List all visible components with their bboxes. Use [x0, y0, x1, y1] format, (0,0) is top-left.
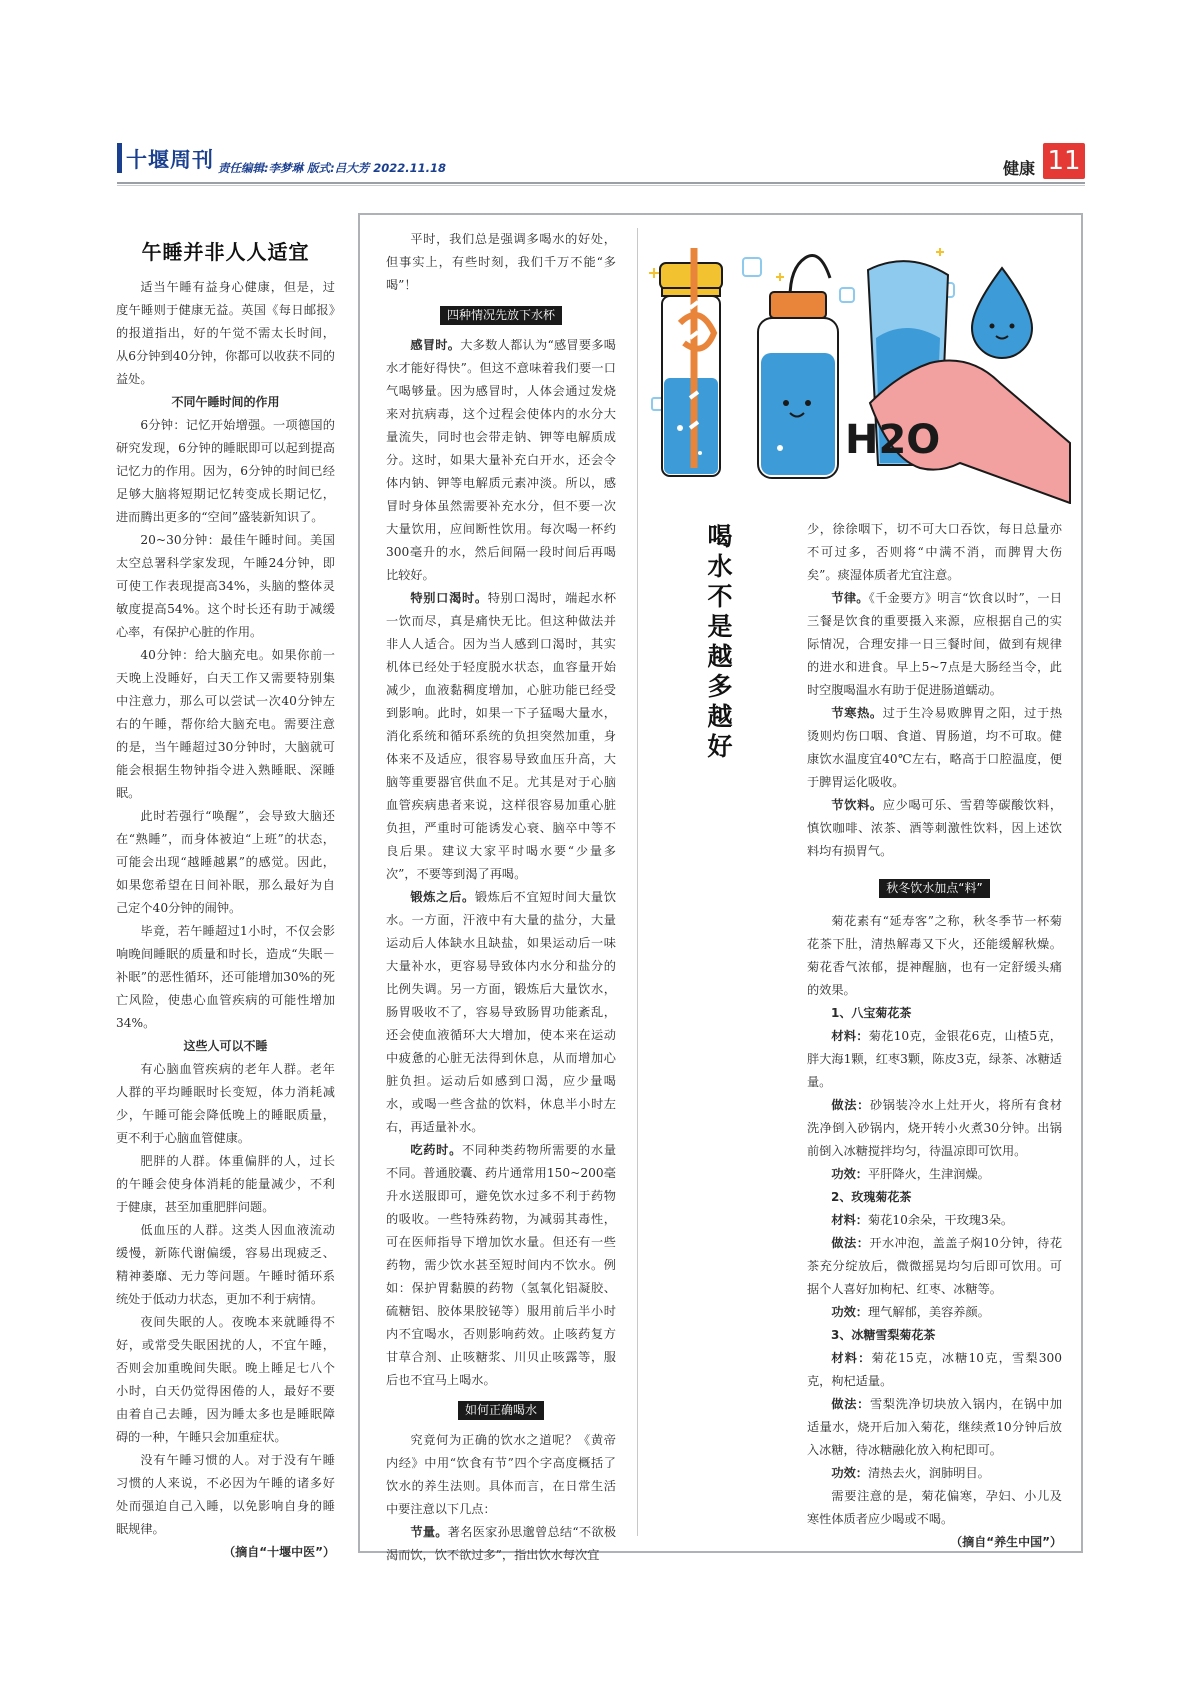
- paragraph-lead: 特别口渴时。: [410, 591, 488, 605]
- title-char: 是: [707, 612, 733, 641]
- recipe-label: 做法：: [831, 1236, 870, 1250]
- paragraph-lead: 节饮料。: [831, 798, 883, 812]
- h2o-label: H2O: [845, 417, 941, 463]
- bottle-straw-icon: [660, 248, 722, 476]
- recipe-text: 平肝降火，生津润燥。: [867, 1167, 990, 1181]
- title-char: 多: [707, 672, 733, 701]
- paragraph: [807, 1301, 1062, 1324]
- column-divider: [637, 228, 638, 1536]
- paragraph: [807, 1163, 1062, 1186]
- paragraph: [386, 587, 616, 886]
- paragraph: [807, 702, 1062, 794]
- paragraph: 低血压的人群。这类人因血液流动缓慢，新陈代谢偏缓，容易出现疲乏、精神萎靡、无力等问题。午睡时循环系统处于低动力状态，更加不利于病情。: [116, 1223, 335, 1306]
- section-name: 健康: [1003, 159, 1036, 178]
- paragraph: [386, 886, 616, 1139]
- paragraph-lead: 节量。: [410, 1525, 448, 1539]
- water-drop-icon: [972, 268, 1032, 358]
- title-char: 好: [707, 732, 733, 761]
- recipe-label: 材料：: [831, 1213, 868, 1227]
- paragraph: [807, 1393, 1062, 1462]
- recipe-title: 3、冰糖雪梨菊花茶: [831, 1328, 936, 1342]
- article1-subheading: 这些人可以不睡: [183, 1039, 268, 1053]
- recipe-text: 菊花10余朵，干玫瑰3朵。: [867, 1213, 1014, 1227]
- paragraph: [807, 587, 1062, 702]
- paragraph-text: 锻炼后不宜短时间大量饮水。一方面，汗液中有大量的盐分，大量运动后人体缺水且缺盐，如果运动后一味大量补水，更容易导致体内水分和盐分的比例失调。另一方面，锻炼后大量饮水，肠胃吸收不了，容易导致肠胃功能紊乱，还会使血液循环大大增加，使本来在运动中疲惫的心脏无法得到休息，从而增加心脏负担。运动后如感到口渴，应少量喝水，或喝一些含盐的饮料，休息半小时左右，再适量补水。: [386, 890, 617, 1134]
- paragraph: [807, 1232, 1062, 1301]
- paragraph-lead: 节律。: [831, 591, 869, 605]
- recipe-text: 砂锅装冷水上灶开火，将所有食材洗净倒入砂锅内，烧开转小火煮30分钟。出锅前倒入冰糖搅拌均匀，待温凉即可饮用。: [807, 1098, 1063, 1158]
- water-illustration: [640, 228, 1080, 504]
- title-char: 不: [707, 582, 733, 611]
- paragraph: 菊花素有“延寿客”之称，秋冬季节一杯菊花茶下肚，清热解毒又下火，还能缓解秋燥。菊花香气浓郁，提神醒脑，也有一定舒缓头痛的效果。: [807, 914, 1062, 997]
- article1-title: 午睡并非人人适宜: [141, 240, 310, 264]
- paragraph: [807, 1347, 1062, 1393]
- paragraph: 平时，我们总是强调多喝水的好处，但事实上，有些时刻，我们千万不能“多喝”！: [386, 232, 616, 292]
- article2-column-1: [386, 228, 616, 1567]
- header-rule-thin: [117, 185, 1085, 186]
- section-tag: 如何正确喝水: [458, 1401, 544, 1420]
- paragraph-text: 不同种类药物所需要的水量不同。普通胶囊、药片通常用150~200毫升水送服即可，避免饮水过多不利于药物的吸收。一些特殊药物，为减弱其毒性，可在医师指导下增加饮水量。但还有一些药物，需少饮水甚至短时间内不饮水。例如：保护胃黏膜的药物（氢氧化铝凝胶、硫糖铝、胶体果胶铋等）服用前后半小时内不宜喝水，否则影响药效。止咳药复方甘草合剂、止咳糖浆、川贝止咳露等，服后也不宜马上喝水。: [386, 1143, 617, 1387]
- recipe-label: 材料：: [831, 1351, 872, 1365]
- paragraph: 6分钟：记忆开始增强。一项德国的研究发现，6分钟的睡眠即可以起到提高记忆力的作用。因为，6分钟的时间已经足够大脑将短期记忆转变成长期记忆，进而腾出更多的“空间”盛装新知识了。: [116, 418, 335, 524]
- article2-title: [705, 522, 735, 762]
- masthead-name: 十堰周刊: [126, 147, 214, 172]
- recipe-title: 2、玫瑰菊花茶: [831, 1190, 912, 1204]
- recipe-text: 理气解郁，美容养颜。: [867, 1305, 990, 1319]
- paragraph-text: 著名医家孙思邈曾总结“不欲极渴而饮，饮不欲过多”，指出饮水每次宜: [386, 1525, 617, 1562]
- paragraph: 少，徐徐咽下，切不可大口吞饮，每日总量亦不可过多，否则将“中满不消，而脾胃大伤矣”。痰湿体质者尤宜注意。: [807, 522, 1062, 582]
- recipe-text: 开水冲泡，盖盖子焖10分钟，待花茶充分绽放后，微微摇晃均匀后即可饮用。可据个人喜好加枸杞、红枣、冰糖等。: [807, 1236, 1063, 1296]
- paragraph: 究竟何为正确的饮水之道呢？《黄帝内经》中用“饮食有节”四个字高度概括了饮水的养生法则。具体而言，在日常生活中要注意以下几点：: [386, 1433, 616, 1516]
- paragraph: 适当午睡有益身心健康，但是，过度午睡则于健康无益。英国《每日邮报》的报道指出，好的午觉不需太长时间，从6分钟到40分钟，你都可以收获不同的益处。: [116, 280, 335, 386]
- paragraph-lead: 节寒热。: [831, 706, 883, 720]
- recipe-label: 功效：: [831, 1305, 868, 1319]
- paragraph: [386, 334, 616, 587]
- masthead-bar: [117, 143, 122, 173]
- paragraph: 毕竟，若午睡超过1小时，不仅会影响晚间睡眠的质量和时长，造成“失眠－补眠”的恶性循环，还可能增加30%的死亡风险，使患心血管疾病的可能性增加34%。: [116, 924, 335, 1030]
- paragraph: [807, 1094, 1062, 1163]
- paragraph: 肥胖的人群。体重偏胖的人，过长的午睡会使身体消耗的能量减少，不利于健康，甚至加重肥胖问题。: [116, 1154, 335, 1214]
- paragraph-text: 《千金要方》明言“饮食以时”，一日三餐是饮食的重要摄入来源，应根据自己的实际情况，合理安排一日三餐时间，做到有规律的进水和进食。早上5~7点是大肠经当令，此时空腹喝温水有助于促进肠道蠕动。: [807, 591, 1062, 697]
- paragraph-lead: 吃药时。: [410, 1143, 462, 1157]
- header-rule: [117, 182, 1085, 184]
- recipe-label: 功效：: [831, 1167, 868, 1181]
- paragraph: [807, 1462, 1062, 1485]
- paragraph: [807, 1209, 1062, 1232]
- hand-glass-icon: [845, 261, 1070, 503]
- article2-source: （摘自“养生中国”）: [950, 1535, 1062, 1549]
- paragraph: 20~30分钟：最佳午睡时间。美国太空总署科学家发现，午睡24分钟，即可使工作表现提高34%，头脑的整体灵敏度提高54%。这个时长还有助于减缓心率，有保护心脏的作用。: [116, 533, 335, 639]
- recipe-label: 做法：: [831, 1397, 870, 1411]
- paragraph: 40分钟：给大脑充电。如果你前一天晚上没睡好，白天工作又需要特别集中注意力，那么可以尝试一次40分钟左右的午睡，帮你给大脑充电。需要注意的是，当午睡超过30分钟时，大脑就可能会根据生物钟指令进入熟睡眠、深睡眠。: [116, 648, 335, 800]
- editor-credits: 责任编辑:李梦琳 版式:吕大芳 2022.11.18: [218, 161, 446, 175]
- title-char: 越: [707, 702, 733, 731]
- recipe-text: 清热去火，润肺明目。: [867, 1466, 990, 1480]
- paragraph-text: 特别口渴时，端起水杯一饮而尽，真是痛快无比。但这种做法并非人人适合。因为当人感到口渴时，其实机体已经处于轻度脱水状态，血容量开始减少，血液黏稠度增加，心脏功能已经受到影响。此时，如果一下子猛喝大量水，消化系统和循环系统的负担突然加重，身体来不及适应，很容易导致血压升高，大脑等重要器官供血不足。尤其是对于心脑血管疾病患者来说，这样很容易加重心脏负担，严重时可能诱发心衰、脑卒中等不良后果。建议大家平时喝水要“少量多次”，不要等到渴了再喝。: [386, 591, 617, 881]
- paragraph: 没有午睡习惯的人。对于没有午睡习惯的人来说，不必因为午睡的诸多好处而强迫自己入睡，以免影响自身的睡眠规律。: [116, 1453, 335, 1536]
- article1-source: （摘自“十堰中医”）: [223, 1545, 335, 1559]
- paragraph-lead: 感冒时。: [410, 338, 461, 352]
- paragraph: [386, 1521, 616, 1567]
- section-tag: 四种情况先放下水杯: [440, 306, 562, 325]
- recipe-text: 菊花10克，金银花6克，山楂5克，胖大海1颗，红枣3颗，陈皮3克，绿茶、冰糖适量。: [807, 1029, 1062, 1089]
- article1-subheading: 不同午睡时间的作用: [171, 395, 280, 409]
- title-char: 喝: [707, 522, 733, 551]
- recipe-label: 做法：: [831, 1098, 870, 1112]
- paragraph: 有心脑血管疾病的老年人群。老年人群的平均睡眠时长变短，体力消耗减少，午睡可能会降低晚上的睡眠质量，更不利于心脑血管健康。: [116, 1062, 335, 1145]
- article1-body: [116, 276, 335, 1564]
- section-tag: 秋冬饮水加点“料”: [879, 879, 989, 898]
- paragraph: 夜间失眠的人。夜晚本来就睡得不好，或常受失眠困扰的人，不宜午睡，否则会加重晚间失眠。晚上睡足七八个小时，白天仍觉得困倦的人，最好不要由着自己去睡，因为睡太多也是睡眠障碍的一种，午睡只会加重症状。: [116, 1315, 335, 1444]
- paragraph: [807, 1025, 1062, 1094]
- recipe-label: 材料：: [831, 1029, 869, 1043]
- paragraph: [386, 1139, 616, 1392]
- paragraph-text: 大多数人都认为“感冒要多喝水才能好得快”。但这不意味着我们要一口气喝够量。因为感冒时，人体会通过发烧来对抗病毒，这个过程会使体内的水分大量流失，同时也会带走钠、钾等电解质成分。这时，如果大量补充白开水，还会令体内钠、钾等电解质元素冲淡。所以，感冒时身体虽然需要补充水分，但不要一次大量饮用，应间断性饮用。每次喝一杯约300毫升的水，然后间隔一段时间后再喝比较好。: [386, 338, 616, 582]
- article2-column-2: [807, 518, 1062, 1554]
- recipe-title: 1、八宝菊花茶: [831, 1006, 912, 1020]
- paragraph: [807, 794, 1062, 863]
- paragraph-text: 过于生冷易败脾胃之阳，过于热烫则灼伤口咽、食道、胃肠道，均不可取。健康饮水温度宜40℃左右，略高于口腔温度，便于脾胃运化吸收。: [807, 706, 1063, 789]
- title-char: 水: [707, 552, 733, 581]
- paragraph: 此时若强行“唤醒”，会导致大脑还在“熟睡”，而身体被迫“上班”的状态，可能会出现“越睡越累”的感觉。因此，如果您希望在日间补眠，那么最好为自己定个40分钟的闹钟。: [116, 809, 335, 915]
- title-char: 越: [707, 642, 733, 671]
- masthead-logo: [117, 143, 215, 173]
- paragraph-text: 应少喝可乐、雪碧等碳酸饮料，慎饮咖啡、浓茶、酒等刺激性饮料，因上述饮料均有损胃气。: [807, 798, 1063, 858]
- paragraph: 需要注意的是，菊花偏寒，孕妇、小儿及寒性体质者应少喝或不喝。: [807, 1489, 1062, 1526]
- recipe-label: 功效：: [831, 1466, 868, 1480]
- bottle-face-icon: [758, 256, 838, 479]
- recipe-text: 菊花15克，冰糖10克，雪梨300克，枸杞适量。: [807, 1351, 1062, 1388]
- recipe-text: 雪梨洗净切块放入锅内，在锅中加适量水，烧开后加入菊花，继续煮10分钟后放入冰糖，待冰糖融化放入枸杞即可。: [807, 1397, 1063, 1457]
- paragraph-lead: 锻炼之后。: [410, 890, 475, 904]
- page-number-badge: 11: [1043, 143, 1085, 179]
